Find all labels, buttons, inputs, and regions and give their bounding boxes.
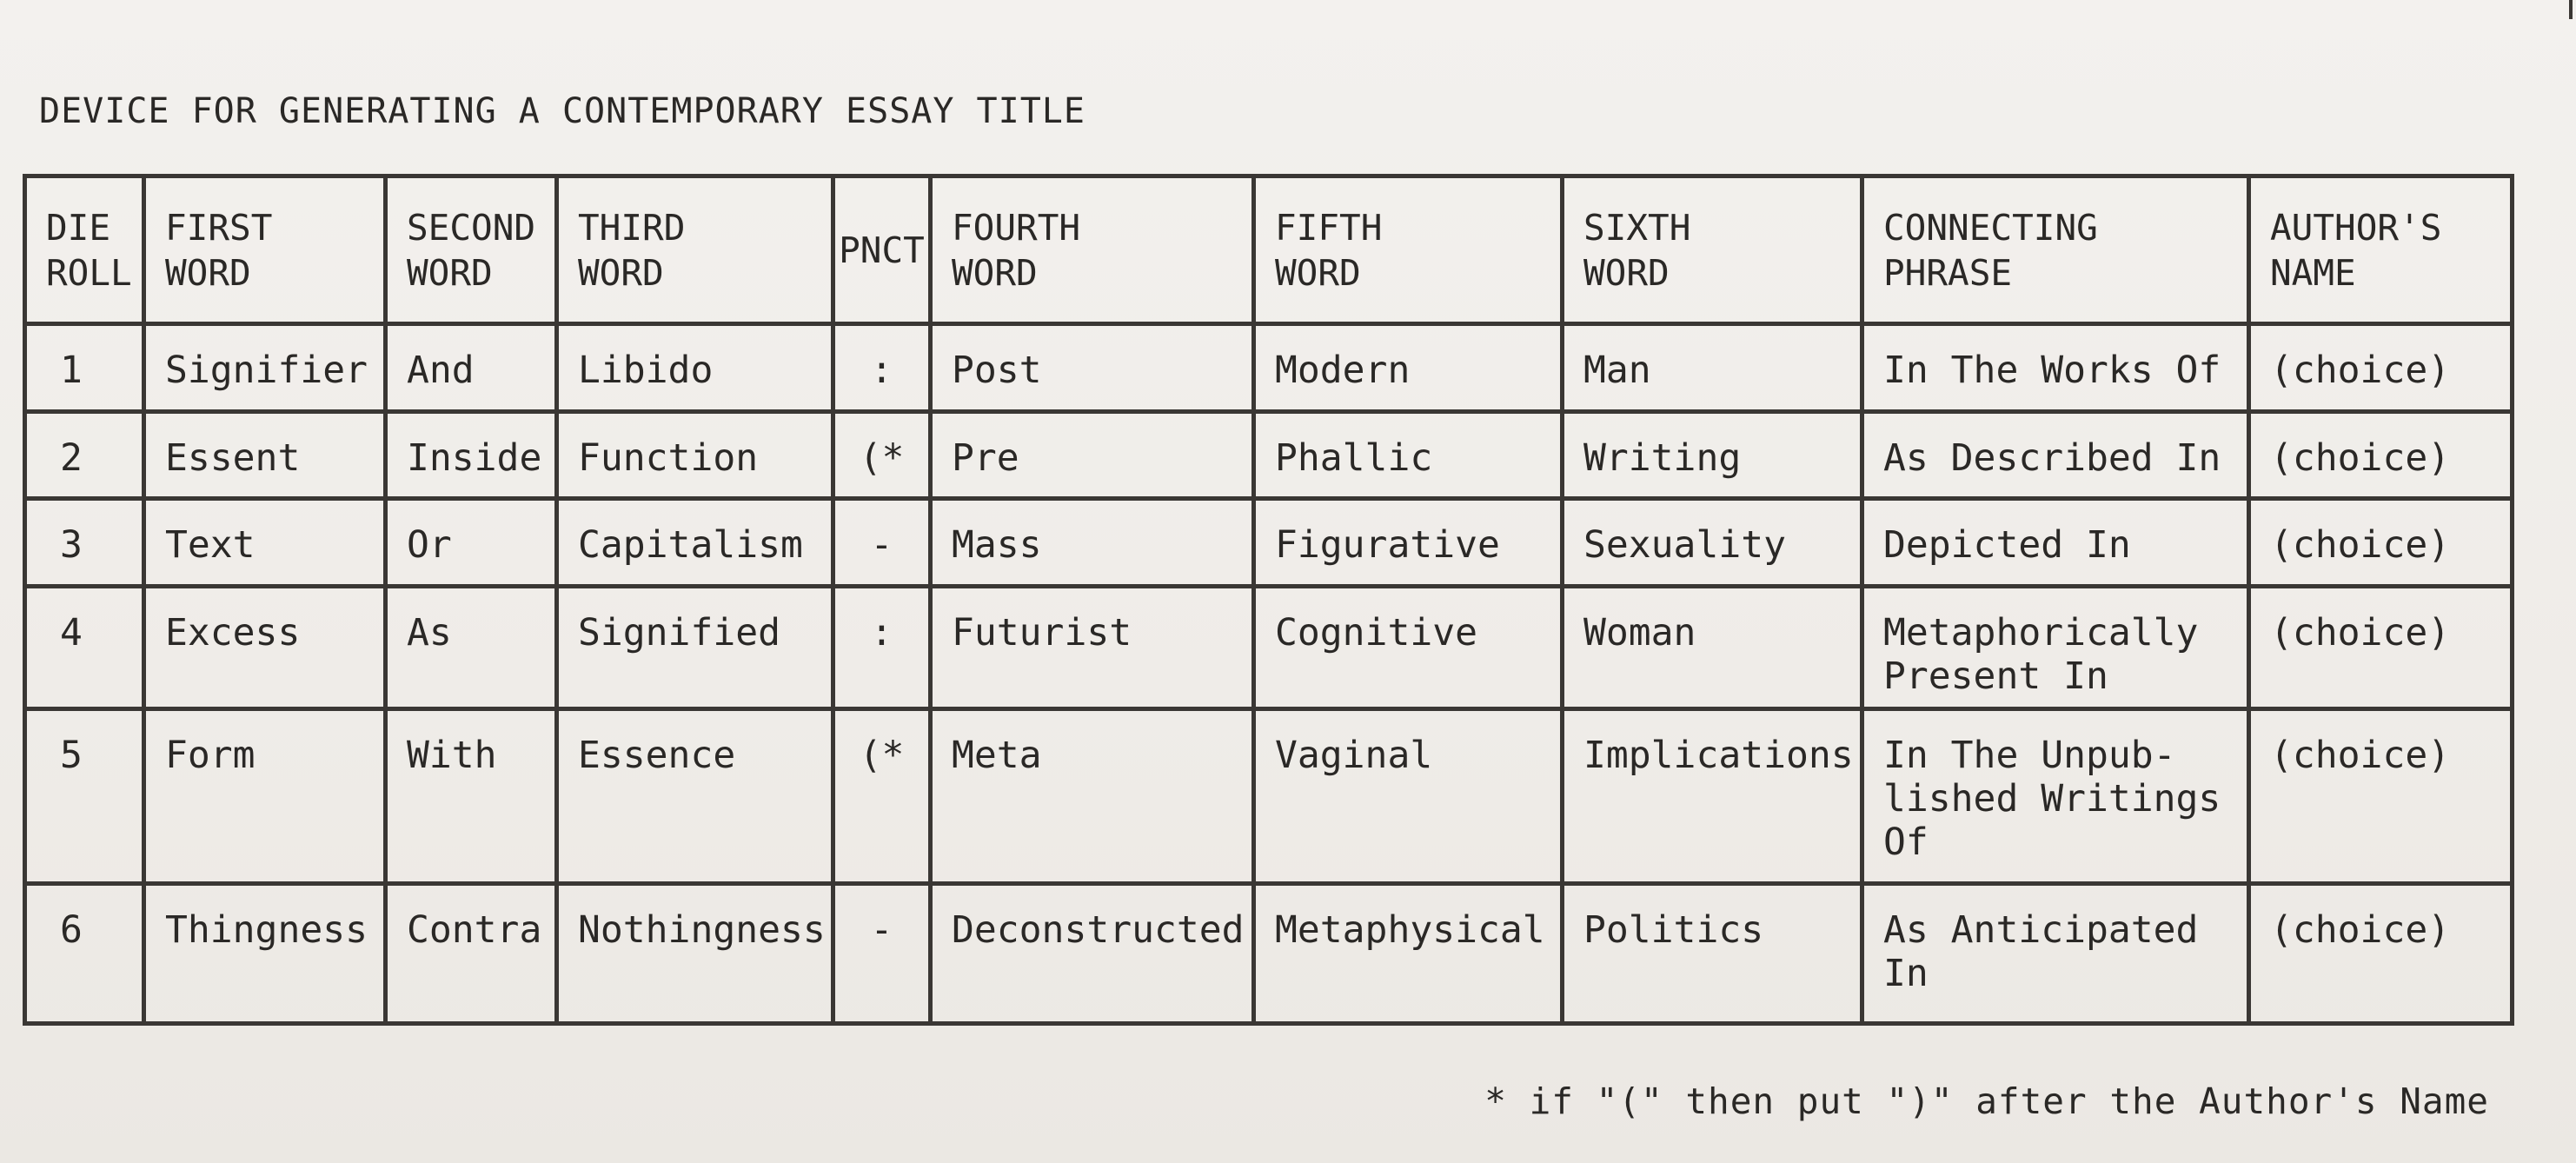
- cell-second-word: And: [386, 324, 557, 412]
- table-row: [25, 884, 2513, 1024]
- header-third-word: THIRD WORD: [557, 176, 833, 324]
- cell-connecting-phrase: In The Unpub- lished Writings Of: [1862, 708, 2249, 883]
- cell-authors-name: (choice): [2249, 411, 2513, 499]
- cell-fifth-word: Vaginal: [1254, 708, 1563, 883]
- cell-third-word: Nothingness: [557, 884, 833, 1024]
- cell-die-roll: 2: [25, 411, 144, 499]
- cell-authors-name: (choice): [2249, 586, 2513, 708]
- footnote: * if "(" then put ")" after the Author's Name: [1484, 1080, 2489, 1122]
- header-sixth-word: SIXTH WORD: [1563, 176, 1862, 324]
- header-fourth-word: FOURTH WORD: [931, 176, 1254, 324]
- cell-fifth-word: Phallic: [1254, 411, 1563, 499]
- cell-fifth-word: Metaphysical: [1254, 884, 1563, 1024]
- cell-first-word: Excess: [144, 586, 386, 708]
- header-second-word: SECOND WORD: [386, 176, 557, 324]
- cell-connecting-phrase: In The Works Of: [1862, 324, 2249, 412]
- cell-fourth-word: Mass: [931, 499, 1254, 587]
- table-row: [25, 411, 2513, 499]
- cell-second-word: Or: [386, 499, 557, 587]
- table-row: [25, 708, 2513, 883]
- cell-pnct: -: [833, 884, 931, 1024]
- cell-die-roll: 4: [25, 586, 144, 708]
- cell-fourth-word: Futurist: [931, 586, 1254, 708]
- cell-sixth-word: Man: [1563, 324, 1862, 412]
- cell-pnct: :: [833, 586, 931, 708]
- header-fifth-word: FIFTH WORD: [1254, 176, 1563, 324]
- header-row: [25, 176, 2513, 324]
- cell-third-word: Essence: [557, 708, 833, 883]
- cell-pnct: -: [833, 499, 931, 587]
- header-pnct: PNCT: [833, 176, 931, 324]
- cell-authors-name: (choice): [2249, 708, 2513, 883]
- cell-die-roll: 5: [25, 708, 144, 883]
- cell-fourth-word: Pre: [931, 411, 1254, 499]
- cell-connecting-phrase: As Described In: [1862, 411, 2249, 499]
- cell-second-word: With: [386, 708, 557, 883]
- cell-first-word: Form: [144, 708, 386, 883]
- table-row: [25, 586, 2513, 708]
- table-row: [25, 499, 2513, 587]
- cell-third-word: Function: [557, 411, 833, 499]
- header-authors-name: AUTHOR'S NAME: [2249, 176, 2513, 324]
- cell-die-roll: 6: [25, 884, 144, 1024]
- cell-second-word: Contra: [386, 884, 557, 1024]
- cell-authors-name: (choice): [2249, 499, 2513, 587]
- cell-die-roll: 1: [25, 324, 144, 412]
- cell-fourth-word: Post: [931, 324, 1254, 412]
- cell-sixth-word: Sexuality: [1563, 499, 1862, 587]
- header-connecting-phrase: CONNECTING PHRASE: [1862, 176, 2249, 324]
- cell-fifth-word: Modern: [1254, 324, 1563, 412]
- cell-fourth-word: Deconstructed: [931, 884, 1254, 1024]
- cell-second-word: As: [386, 586, 557, 708]
- cell-authors-name: (choice): [2249, 324, 2513, 412]
- cell-pnct: :: [833, 324, 931, 412]
- cell-fourth-word: Meta: [931, 708, 1254, 883]
- cell-authors-name: (choice): [2249, 884, 2513, 1024]
- cell-die-roll: 3: [25, 499, 144, 587]
- cell-third-word: Signified: [557, 586, 833, 708]
- cell-connecting-phrase: Depicted In: [1862, 499, 2249, 587]
- table-row: [25, 324, 2513, 412]
- cell-connecting-phrase: As Anticipated In: [1862, 884, 2249, 1024]
- cell-sixth-word: Woman: [1563, 586, 1862, 708]
- cell-sixth-word: Writing: [1563, 411, 1862, 499]
- cell-first-word: Text: [144, 499, 386, 587]
- header-die-roll: DIE ROLL: [25, 176, 144, 324]
- cell-third-word: Capitalism: [557, 499, 833, 587]
- cell-sixth-word: Politics: [1563, 884, 1862, 1024]
- cell-second-word: Inside: [386, 411, 557, 499]
- cell-third-word: Libido: [557, 324, 833, 412]
- cell-first-word: Thingness: [144, 884, 386, 1024]
- cell-fifth-word: Figurative: [1254, 499, 1563, 587]
- cell-pnct: (*: [833, 411, 931, 499]
- cell-connecting-phrase: Metaphorically Present In: [1862, 586, 2249, 708]
- essay-title-table: [23, 174, 2514, 1026]
- document-title: DEVICE FOR GENERATING A CONTEMPORARY ESSAY TITLE: [39, 91, 1086, 131]
- cell-first-word: Essent: [144, 411, 386, 499]
- cell-first-word: Signifier: [144, 324, 386, 412]
- cell-pnct: (*: [833, 708, 931, 883]
- cell-sixth-word: Implications: [1563, 708, 1862, 883]
- cell-fifth-word: Cognitive: [1254, 586, 1563, 708]
- header-first-word: FIRST WORD: [144, 176, 386, 324]
- corner-mark: [2569, 0, 2573, 19]
